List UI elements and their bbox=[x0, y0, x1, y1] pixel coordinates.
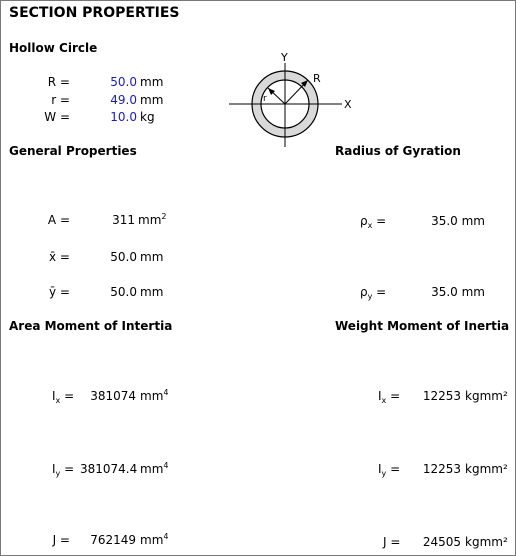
area-iy-value: 381074.4 bbox=[80, 462, 138, 476]
input-R-unit: mm bbox=[140, 75, 164, 89]
outer-radius-label: R bbox=[313, 72, 321, 85]
weight-moment-heading: Weight Moment of Inertia bbox=[335, 319, 510, 333]
area-value: 311 bbox=[112, 213, 135, 227]
input-W-unit: kg bbox=[140, 110, 155, 124]
area-moment-heading: Area Moment of Intertia bbox=[9, 319, 173, 333]
input-r-value: 49.0 bbox=[110, 93, 137, 107]
area-j-value: 762149 bbox=[90, 533, 136, 547]
weight-iy-label: $I_y$ = bbox=[378, 462, 401, 478]
page-title: SECTION PROPERTIES bbox=[9, 5, 180, 21]
area-ix-value: 381074 bbox=[90, 389, 136, 403]
hollow-circle-diagram bbox=[225, 48, 360, 148]
weight-j-value: 24505 bbox=[422, 535, 461, 549]
weight-ix-label: $I_x$ = bbox=[378, 389, 401, 405]
x-axis-label: X bbox=[344, 98, 352, 111]
xbar-label: x̄ = bbox=[49, 250, 70, 264]
rho-y-label: $\rho_y$ = bbox=[360, 285, 387, 301]
xbar-value: 50.0 bbox=[110, 250, 137, 264]
shape-name: Hollow Circle bbox=[9, 41, 98, 55]
input-R-label: R = bbox=[47, 75, 70, 89]
weight-ix-unit: kgmm² bbox=[465, 389, 508, 403]
input-R-value: 50.0 bbox=[110, 75, 137, 89]
area-iy-unit: $mm^4$ bbox=[140, 461, 169, 476]
y-axis-label: Y bbox=[281, 51, 288, 64]
weight-j-unit: kgmm² bbox=[465, 535, 508, 549]
area-unit: $mm^2$ bbox=[138, 212, 167, 227]
rho-x-label: $\rho_x$ = bbox=[360, 214, 387, 230]
gyration-heading: Radius of Gyration bbox=[335, 144, 461, 158]
general-properties-heading: General Properties bbox=[9, 144, 137, 158]
weight-j-label: J = bbox=[383, 535, 401, 549]
rho-x-value: 35.0 mm bbox=[431, 214, 485, 228]
area-j-unit: $mm^4$ bbox=[140, 532, 169, 547]
weight-iy-value: 12253 bbox=[422, 462, 461, 476]
inner-radius-label: r bbox=[263, 94, 267, 104]
ybar-label: ȳ = bbox=[49, 285, 70, 299]
rho-y-value: 35.0 mm bbox=[431, 285, 485, 299]
area-iy-label: $I_y$ = bbox=[52, 462, 75, 478]
input-r-unit: mm bbox=[140, 93, 164, 107]
area-j-label: J = bbox=[52, 533, 70, 547]
input-W-value: 10.0 bbox=[110, 110, 137, 124]
area-ix-label: $I_x$ = bbox=[52, 389, 75, 405]
input-r-label: r = bbox=[51, 93, 70, 107]
input-W-label: W = bbox=[44, 110, 70, 124]
area-ix-unit: $mm^4$ bbox=[140, 388, 169, 403]
ybar-value: 50.0 bbox=[110, 285, 137, 299]
weight-ix-value: 12253 bbox=[422, 389, 461, 403]
ybar-unit: mm bbox=[140, 285, 164, 299]
area-label: A = bbox=[47, 213, 70, 227]
weight-iy-unit: kgmm² bbox=[465, 462, 508, 476]
xbar-unit: mm bbox=[140, 250, 164, 264]
